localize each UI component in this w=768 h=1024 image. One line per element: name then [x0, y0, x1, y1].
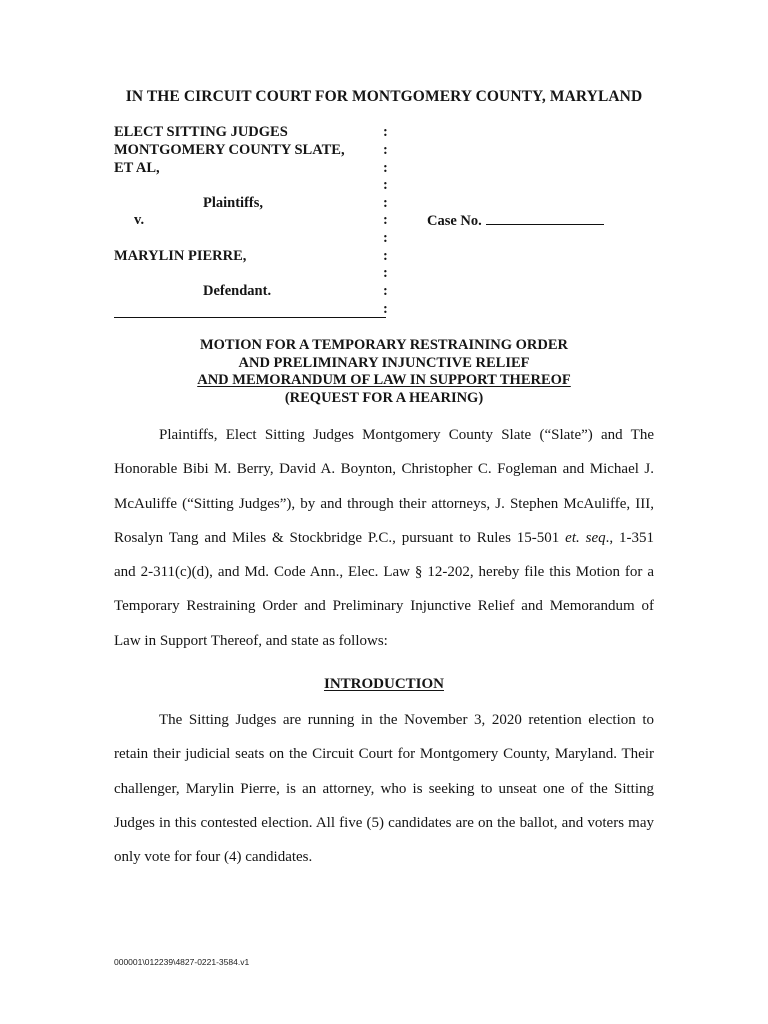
paragraph-line [114, 521, 654, 555]
paragraph-line: and 2-311(c)(d), and Md. Code Ann., Elec. Law § 12-202, hereby file this Motion for a [114, 564, 654, 581]
versus-label: v. [134, 212, 145, 228]
introduction-heading: INTRODUCTION [323, 676, 444, 692]
plaintiff-name-line-1: ELECT SITTING JUDGES [114, 124, 288, 140]
caption-colon: : [383, 142, 388, 158]
motion-title-line-1: MOTION FOR A TEMPORARY RESTRAINING ORDER [199, 337, 569, 353]
caption-colon: : [383, 160, 388, 176]
caption-colon: : [383, 177, 388, 193]
paragraph-line: challenger, Marylin Pierre, is an attorney, who is seeking to unseat one of the Sitting [114, 780, 654, 797]
italic-citation: et. seq [565, 529, 606, 546]
paragraph-text: ., 1-351 [605, 529, 654, 546]
caption-colon: : [383, 283, 388, 299]
caption-colon: : [383, 301, 388, 317]
caption-colon: : [383, 124, 388, 140]
motion-title-line-4: (REQUEST FOR A HEARING) [284, 389, 484, 406]
defendant-label: Defendant. [203, 283, 272, 299]
case-number-field [427, 212, 604, 230]
motion-title-line-3: AND MEMORANDUM OF LAW IN SUPPORT THEREOF [197, 372, 571, 388]
paragraph-line: Temporary Restraining Order and Preliminary Injunctive Relief and Memorandum of [114, 598, 654, 615]
case-caption [114, 124, 634, 324]
plaintiff-name-line-3: ET AL, [114, 160, 160, 176]
defendant-name: MARYLIN PIERRE, [114, 248, 247, 264]
motion-title [0, 337, 768, 407]
court-heading: IN THE CIRCUIT COURT FOR MONTGOMERY COUNTY, MARYLAND [125, 88, 643, 105]
paragraph-line: Honorable Bibi M. Berry, David A. Boynton, Christopher C. Fogleman and Michael J. [114, 461, 654, 478]
caption-colon: : [383, 248, 388, 264]
paragraph-line: Plaintiffs, Elect Sitting Judges Montgomery County Slate (“Slate”) and The [159, 427, 654, 443]
case-number-label: Case No. [427, 213, 482, 229]
intro-paragraph [114, 418, 654, 658]
paragraph-line: McAuliffe (“Sitting Judges”), by and through their attorneys, J. Stephen McAuliffe, III, [114, 495, 654, 512]
paragraph-text: Rosalyn Tang and Miles & Stockbridge P.C., pursuant to Rules 15-501 [114, 529, 566, 546]
caption-colon: : [383, 195, 388, 211]
paragraph-line: Judges in this contested election. All five (5) candidates are on the ballot, and voters may [114, 814, 654, 831]
paragraph-line: only vote for four (4) candidates. [114, 849, 313, 866]
paragraph-line: The Sitting Judges are running in the November 3, 2020 retention election to [159, 712, 654, 728]
document-footer-code: 000001\012239\4827-0221-3584.v1 [114, 957, 250, 967]
caption-colon: : [383, 265, 388, 281]
caption-colon: : [383, 212, 388, 228]
plaintiff-name-line-2: MONTGOMERY COUNTY SLATE, [114, 142, 345, 158]
motion-title-line-2: AND PRELIMINARY INJUNCTIVE RELIEF [238, 354, 530, 371]
plaintiffs-label: Plaintiffs, [203, 195, 264, 211]
paragraph-line: retain their judicial seats on the Circuit Court for Montgomery County, Maryland. Their [114, 746, 654, 763]
case-number-blank-line [486, 212, 604, 225]
introduction-paragraph [114, 703, 654, 874]
caption-colon: : [383, 230, 388, 246]
paragraph-line: Law in Support Thereof, and state as follows: [114, 632, 388, 649]
caption-divider-line [114, 317, 386, 318]
